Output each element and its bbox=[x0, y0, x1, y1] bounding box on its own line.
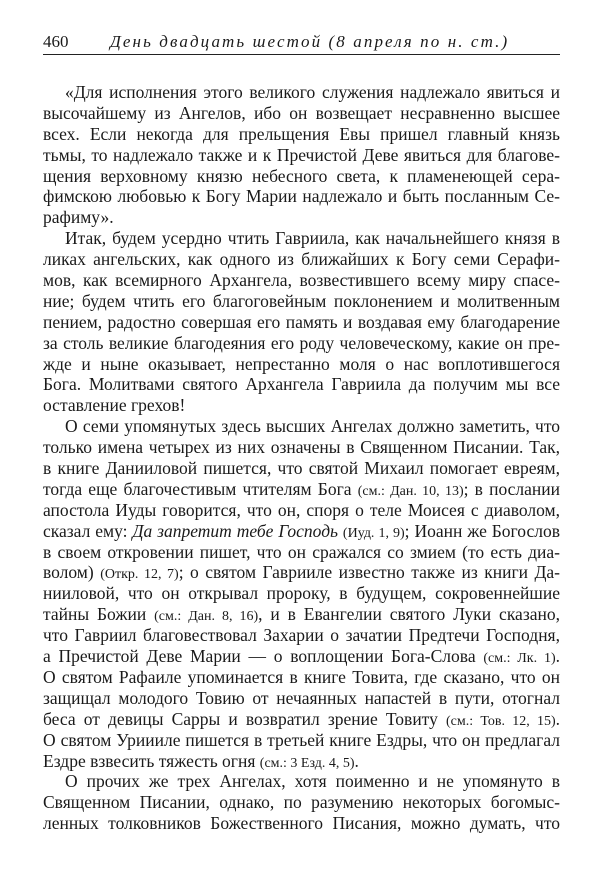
text-segment: , и в Евангелии святого Луки сказано, bbox=[258, 604, 560, 625]
text-line bbox=[43, 186, 560, 207]
scripture-reference: (см.: Лк. 1) bbox=[483, 651, 556, 667]
text-line bbox=[43, 333, 560, 354]
paragraph bbox=[43, 228, 560, 416]
text-line bbox=[43, 103, 560, 124]
text-line bbox=[43, 416, 560, 437]
text-line bbox=[43, 521, 560, 542]
text-line bbox=[43, 249, 560, 270]
text-segment: ; в послании bbox=[463, 478, 560, 499]
scripture-reference: (Откр. 12, 7) bbox=[100, 567, 179, 583]
text-line bbox=[43, 228, 560, 249]
text-segment: ние; будем чтить его благоговейным поклонением и молитвенным bbox=[43, 290, 560, 311]
text-line bbox=[43, 458, 560, 479]
running-header bbox=[43, 30, 560, 55]
scripture-reference: (см.: Дан. 8, 16) bbox=[154, 609, 259, 625]
running-title: День двадцать шестой (8 апреля по н. ст.) bbox=[110, 32, 510, 51]
text-segment: а Пречистой Деве Марии — о воплощении Бога-Слова bbox=[43, 646, 484, 667]
scripture-reference: (Иуд. 1, 9) bbox=[342, 525, 405, 541]
text-line bbox=[43, 751, 560, 772]
text-segment: ликах ангельских, как одного из ближайших к Богу семи Серафи- bbox=[43, 249, 560, 270]
text-segment: мов, как всемирного Архангела, возвестившего всему миру спасе- bbox=[43, 270, 560, 291]
text-segment: апостола Иуды говорится, что он, споря о теле Моисея с диаволом, bbox=[43, 499, 560, 520]
text-line bbox=[43, 479, 560, 500]
text-segment: тьмы, то надлежало также и к Пречистой Деве явиться для благове- bbox=[43, 144, 560, 165]
text-segment: щения верховному князю небесного света, к пламенеющей сера- bbox=[43, 165, 560, 186]
text-line bbox=[43, 437, 560, 458]
text-segment: жде и ныне оказывает, непрестанно моля о нас воплотившегося bbox=[43, 353, 560, 374]
text-segment: рафиму». bbox=[43, 207, 114, 228]
text-segment: . bbox=[354, 750, 359, 771]
text-segment: ; о святом Гаврииле известно также из книги Да- bbox=[178, 562, 560, 583]
text-segment: «Для исполнения этого великого служения надлежало явиться и bbox=[65, 82, 560, 102]
text-line bbox=[43, 374, 560, 395]
text-segment: в книге Данииловой пишется, что святой Михаил помогает евреям, bbox=[43, 458, 560, 479]
text-segment: за столь великие благодеяния его роду человеческому, какие он пре- bbox=[43, 332, 560, 353]
scripture-reference: (см.: Тов. 12, 15) bbox=[445, 713, 556, 729]
text-line bbox=[43, 291, 560, 312]
text-line bbox=[43, 709, 560, 730]
text-segment: волом) bbox=[43, 562, 101, 583]
text-line bbox=[43, 625, 560, 646]
text-line bbox=[43, 82, 560, 103]
text-line bbox=[43, 792, 560, 813]
scripture-reference: (см.: Дан. 10, 13) bbox=[357, 483, 464, 499]
text-segment: тогда еще благочестивым чтителям Бога bbox=[43, 478, 358, 499]
paragraph bbox=[43, 416, 560, 771]
page-body bbox=[43, 82, 560, 834]
text-segment: . bbox=[555, 646, 560, 667]
text-line bbox=[43, 730, 560, 751]
text-line bbox=[43, 166, 560, 187]
text-segment: О святом Рафаиле упоминается в книге Товита, где сказано, что он bbox=[43, 666, 560, 687]
text-segment: беса от девицы Сарры и возвратил зрение Товиту bbox=[43, 708, 446, 729]
italic-quote: Да запретит тебе Господь bbox=[132, 520, 339, 541]
text-segment: Итак, будем усердно чтить Гавриила, как начальнейшего князя в bbox=[65, 228, 560, 249]
text-segment: Бога. Молитвами святого Архангела Гавриила да получим мы все bbox=[43, 374, 560, 395]
text-line bbox=[43, 667, 560, 688]
text-line bbox=[43, 771, 560, 792]
text-line bbox=[43, 562, 560, 583]
text-segment: оставление грехов! bbox=[43, 395, 186, 416]
text-segment: Ездре взвесить тяжесть огня bbox=[43, 750, 260, 771]
text-line bbox=[43, 395, 560, 416]
text-segment: защищал молодого Товию от нечаянных напастей в пути, отогнал bbox=[43, 687, 560, 708]
text-segment: пением, радостно совершая его память и воздавая ему благодарение bbox=[43, 311, 560, 332]
text-line bbox=[43, 688, 560, 709]
text-segment: фимскою любовью к Богу Марии надлежало и быть посланным Се- bbox=[43, 186, 560, 207]
text-line bbox=[43, 124, 560, 145]
paragraph bbox=[43, 771, 560, 834]
text-line bbox=[43, 542, 560, 563]
text-line bbox=[43, 270, 560, 291]
text-segment: ; Иоанн же Богослов bbox=[404, 520, 560, 541]
text-segment: в своем откровении пишет, что он сражался со змием (то есть диа- bbox=[43, 541, 560, 562]
text-segment: О прочих же трех Ангелах, хотя поименно и не упомянуто в bbox=[65, 771, 560, 792]
text-line bbox=[43, 145, 560, 166]
text-segment: тайны Божии bbox=[43, 604, 155, 625]
text-segment: . bbox=[555, 708, 560, 729]
text-segment: О святом Уриииле пишется в третьей книге Ездры, что он предлагал bbox=[43, 729, 560, 750]
text-segment: что Гавриил благовествовал Захарии о зачатии Предтечи Господня, bbox=[43, 625, 560, 646]
scripture-reference: (см.: 3 Езд. 4, 5) bbox=[259, 755, 355, 771]
text-segment: только имена четырех из них означены в Священном Писании. Так, bbox=[43, 437, 560, 458]
text-segment: высочайшему из Ангелов, ибо он возвещает несравненно высшее bbox=[43, 102, 560, 123]
text-line bbox=[43, 207, 560, 228]
text-segment: всех. Если некогда для прельщения Евы пришел главный князь bbox=[43, 123, 560, 144]
text-line bbox=[43, 583, 560, 604]
text-line bbox=[43, 646, 560, 667]
text-segment: О семи упомянутых здесь высших Ангелах должно заметить, что bbox=[65, 416, 560, 437]
text-segment: сказал ему: bbox=[43, 520, 133, 541]
text-line bbox=[43, 500, 560, 521]
text-line bbox=[43, 354, 560, 375]
page-number: 460 bbox=[43, 32, 69, 51]
paragraph bbox=[43, 82, 560, 228]
text-line bbox=[43, 604, 560, 625]
text-segment: ленных толковников Божественного Писания, можно думать, что bbox=[43, 813, 560, 834]
text-line bbox=[43, 813, 560, 834]
text-line bbox=[43, 312, 560, 333]
text-segment: Священном Писании, однако, по разумению некоторых богомыс- bbox=[43, 792, 560, 813]
text-segment: нииловой, что он открывал пророку, в будущем, сокровеннейшие bbox=[43, 583, 560, 604]
